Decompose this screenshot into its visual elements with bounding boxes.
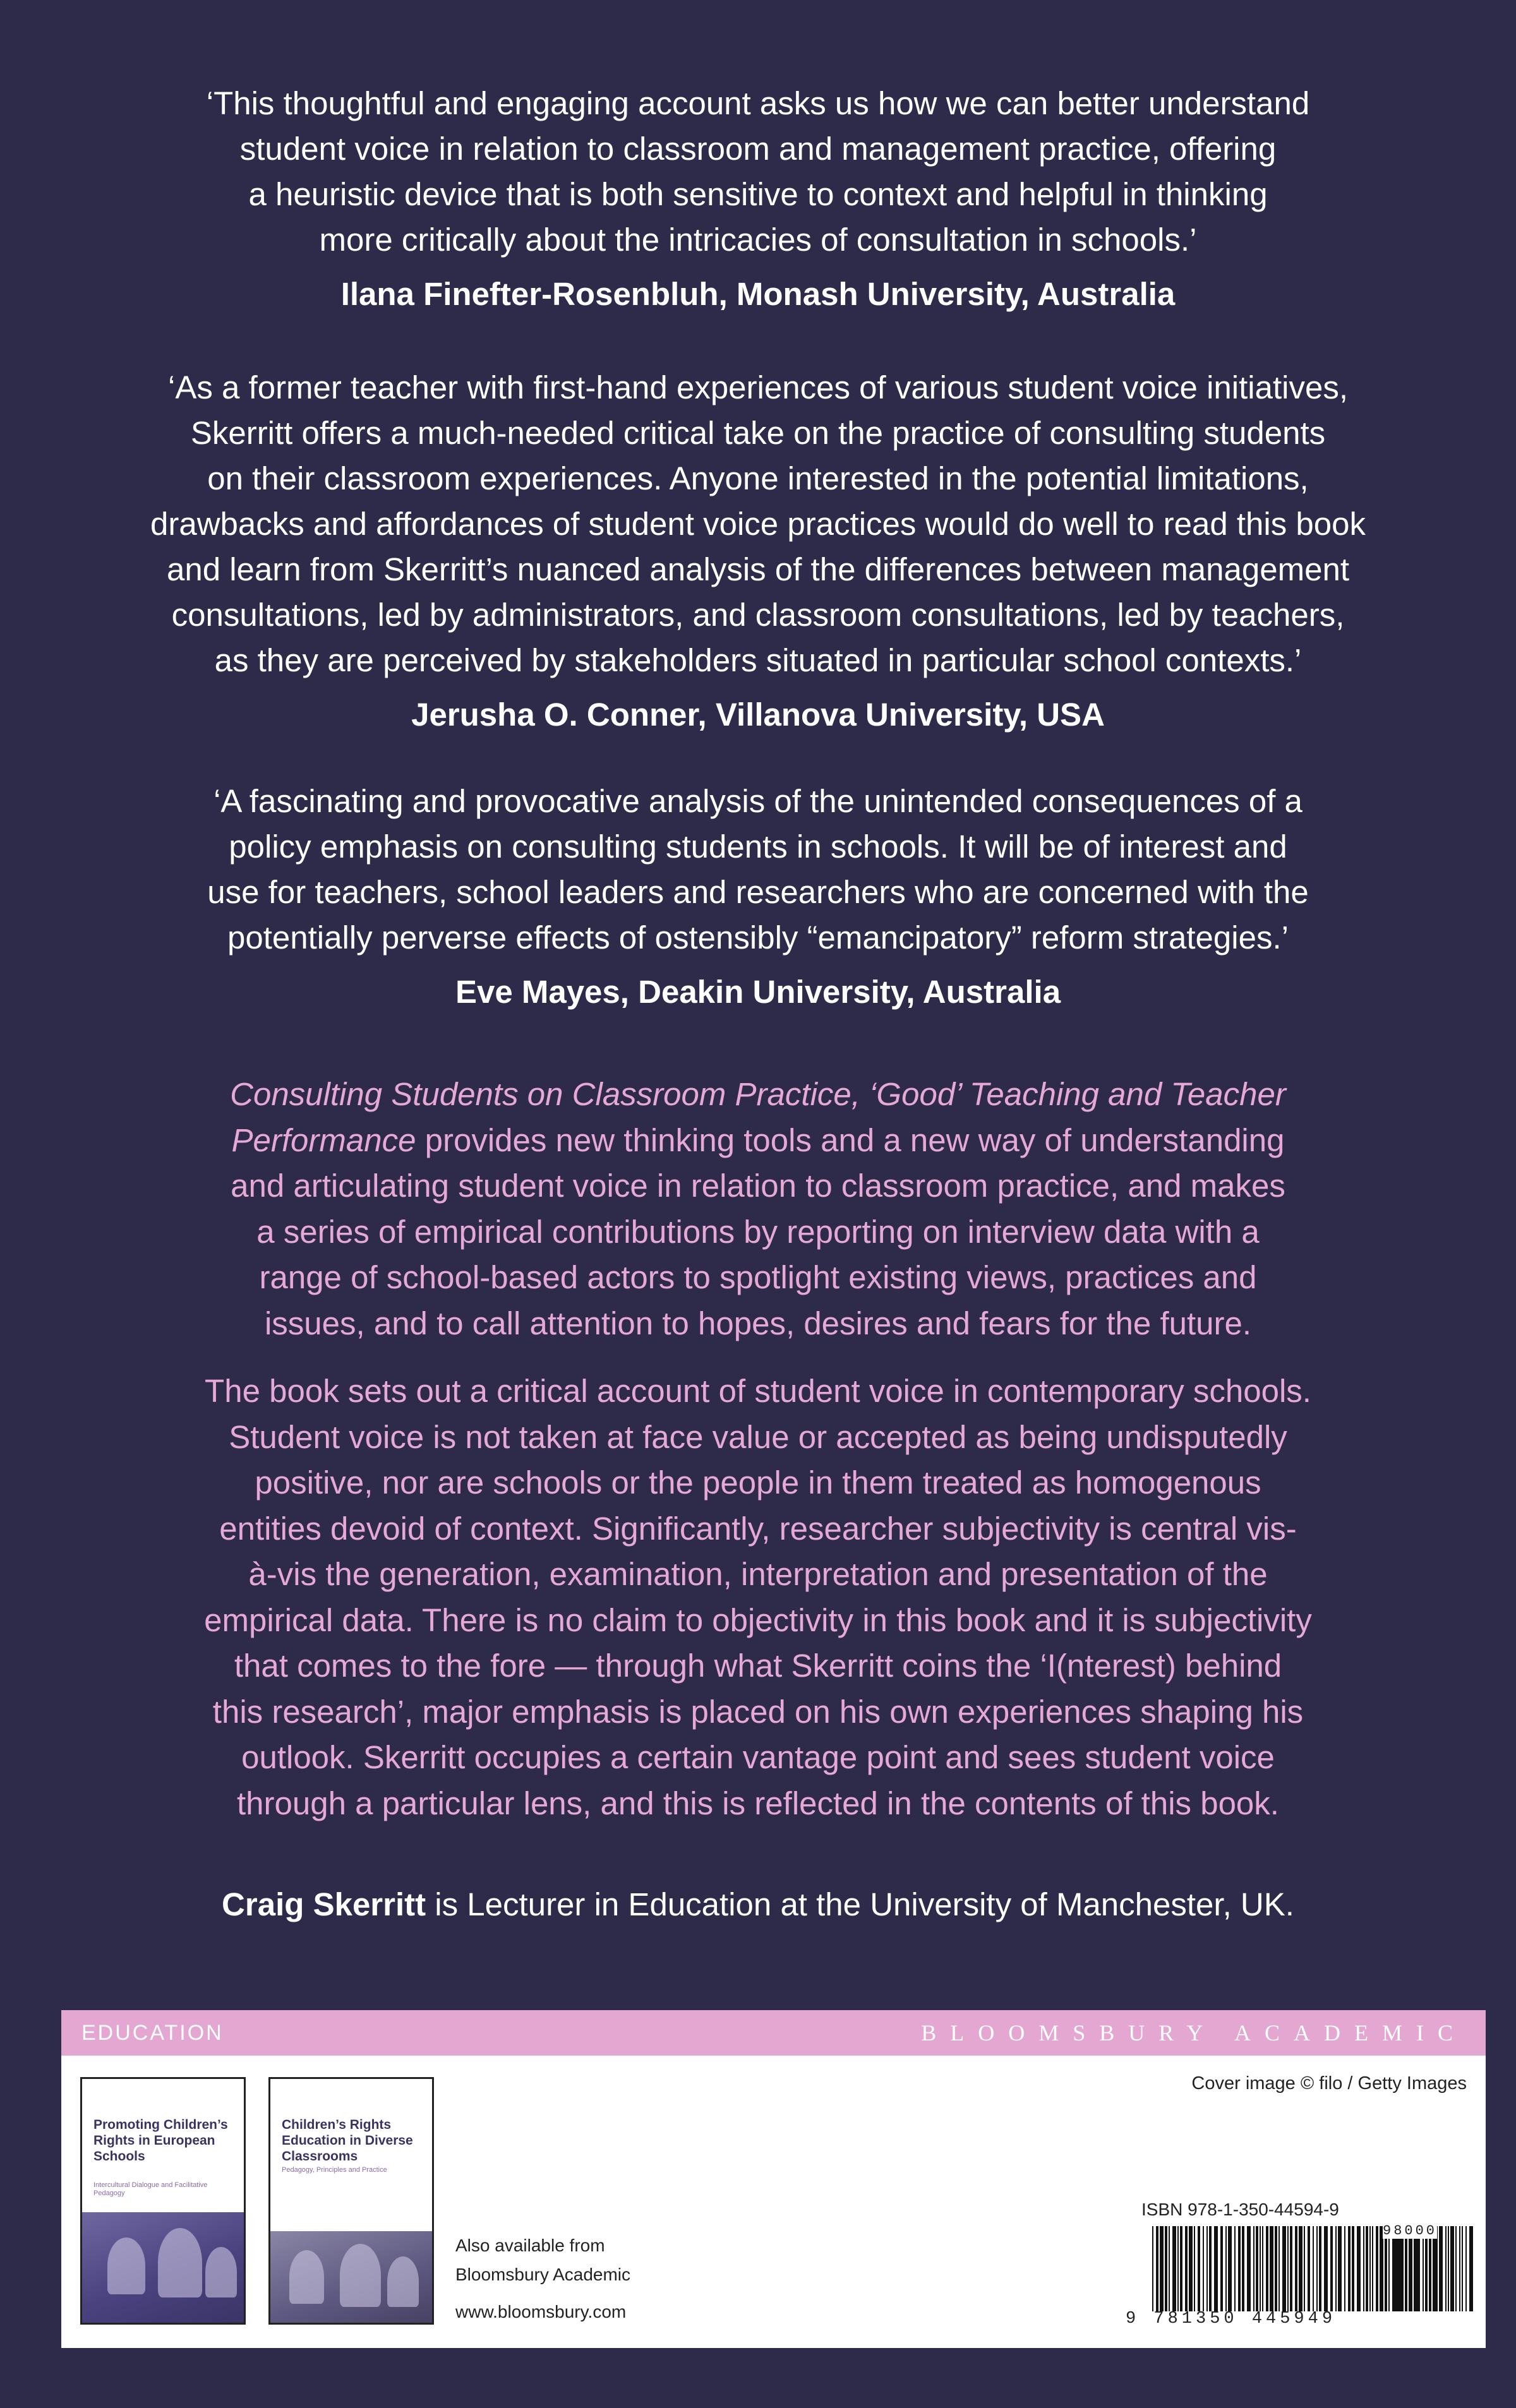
barcode-bar <box>1185 2226 1188 2311</box>
barcode-bar <box>1225 2226 1227 2311</box>
barcode-bar <box>1260 2226 1261 2311</box>
barcode-bar <box>1238 2226 1241 2311</box>
barcode-bar <box>1152 2226 1153 2311</box>
barcode-bar <box>1352 2226 1354 2311</box>
barcode-bar <box>1330 2226 1333 2311</box>
barcode-bar <box>1450 2226 1454 2311</box>
endorsement-3 <box>107 779 1409 1015</box>
barcode-bar <box>1348 2226 1351 2311</box>
barcode-bar <box>1441 2226 1443 2311</box>
barcode-bar <box>1366 2226 1368 2311</box>
barcode-bar <box>1439 2226 1440 2311</box>
barcode-bar <box>1448 2226 1449 2311</box>
endorsement-attribution: Jerusha O. Conner, Villanova University, USA <box>411 697 1105 733</box>
barcode-bar <box>1275 2226 1277 2311</box>
barcode-bar <box>1338 2226 1342 2311</box>
related-book-cover <box>268 2077 434 2325</box>
barcode-bar <box>1445 2226 1447 2311</box>
barcode-bar <box>1388 2226 1390 2311</box>
barcode-bar <box>1203 2226 1204 2311</box>
barcode-bar <box>1220 2226 1223 2311</box>
barcode-bar <box>1295 2226 1297 2311</box>
author-bio: Craig Skerritt is Lecturer in Education at the University of Manchester, UK. <box>222 1886 1294 1922</box>
barcode-bar <box>1324 2226 1328 2311</box>
barcode-bar <box>1423 2226 1424 2311</box>
barcode-bar <box>1369 2226 1371 2311</box>
barcode-bar <box>1380 2226 1383 2311</box>
price-code: 98000 <box>1383 2223 1438 2239</box>
barcode-bar <box>1459 2226 1460 2311</box>
barcode-bar <box>1270 2226 1273 2311</box>
barcode-bar <box>1234 2226 1236 2311</box>
barcode-bar <box>1299 2226 1302 2311</box>
barcode-bar <box>1198 2226 1200 2311</box>
barcode-bar <box>1242 2226 1244 2311</box>
barcode-bar <box>1344 2226 1345 2311</box>
barcode-bar <box>1180 2226 1182 2311</box>
barcode-bar <box>1172 2226 1176 2311</box>
barcode-bar <box>1465 2226 1467 2311</box>
endorsement-attribution: Eve Mayes, Deakin University, Australia <box>455 974 1061 1010</box>
barcode-bar <box>1304 2226 1305 2311</box>
endorsement-text: ‘This thoughtful and engaging account asks us how we can better understand student voice in relation to classroom and management practice, offering a heuristic device that is both sensitive to context and helpful in thinking more critically about the intricacies of consultation in schools.’ <box>206 85 1310 258</box>
cover-credit: Cover image © filo / Getty Images <box>1191 2073 1467 2094</box>
barcode-bar <box>1405 2226 1406 2311</box>
barcode-bar <box>1469 2226 1473 2311</box>
subject-label: EDUCATION <box>81 2021 224 2045</box>
barcode-bar <box>1287 2226 1289 2311</box>
barcode-bar <box>1266 2226 1268 2311</box>
barcode-bar <box>1160 2226 1164 2311</box>
barcode-bar <box>1313 2226 1314 2311</box>
barcode-bar <box>1177 2226 1179 2311</box>
endorsement-2 <box>107 365 1409 738</box>
barcode-bar <box>1392 2226 1393 2311</box>
barcode-bar <box>1455 2226 1457 2311</box>
publisher-logo: BLOOMSBURY ACADEMIC <box>921 2020 1467 2046</box>
barcode-bar <box>1433 2226 1436 2311</box>
barcode-bar <box>1206 2226 1208 2311</box>
barcode-bar <box>1316 2226 1318 2311</box>
related-book-title: Children’s Rights Education in Diverse Classrooms <box>282 2117 413 2164</box>
category-bar <box>61 2010 1486 2056</box>
barcode-bar <box>1372 2226 1373 2311</box>
endorsement-1 <box>107 81 1409 317</box>
barcode-bar <box>1156 2226 1158 2311</box>
cover-photo <box>82 2212 244 2323</box>
publisher-panel <box>61 2010 1486 2348</box>
barcode-bar <box>1376 2226 1378 2311</box>
barcode-bar <box>1253 2226 1254 2311</box>
endorsement-text: ‘As a former teacher with first-hand experiences of various student voice initiatives, Skerritt offers a much-needed critical take on the practice of consulting students on their classroom experiences. Anyone interested in the potential limitations, drawbacks and affordances of student voice practices would do well to read this book and learn from Skerritt’s nuanced analysis of the differences between management consultations, led by administrators, and classroom consultations, led by teachers, as they are perceived by stakeholders situated in particular school contexts.’ <box>150 369 1366 678</box>
barcode-bar <box>1308 2226 1310 2311</box>
barcode-bar <box>1419 2226 1420 2311</box>
barcode-bar <box>1462 2226 1463 2311</box>
barcode-bar <box>1396 2226 1400 2311</box>
barcode-bar <box>1409 2226 1410 2311</box>
barcode-bar <box>1357 2226 1361 2311</box>
barcode-bar <box>1214 2226 1218 2311</box>
also-available: Also available from Bloomsbury Academic <box>455 2236 631 2284</box>
barcode-bar <box>1425 2226 1426 2311</box>
related-book-title: Promoting Children’s Rights in European Schools <box>93 2117 228 2164</box>
barcode-bar <box>1169 2226 1170 2311</box>
endorsement-attribution: Ilana Finefter-Rosenbluh, Monash University, Australia <box>340 276 1176 312</box>
description-paragraph-2: The book sets out a critical account of student voice in contemporary schools. Student voice is not taken at face value or accepted as being undisputedly positive, nor are schools or the people in them treated as homogenous entities devoid of context. Significantly, researcher subjectivity is central vis- à-vis the generation, examination, interpretation and presentation of the empirical data. There is no claim to objectivity in this book and it is subjectivity that comes to the fore — through what Skerritt coins the ‘I(nterest) behind this research’, major emphasis is placed on his own experiences shaping his outlook. Skerritt occupies a certain vantage point and sees student voice through a particular lens, and this is reflected in the contents of this book. <box>204 1373 1312 1821</box>
price-barcode <box>1391 2226 1473 2311</box>
barcode-bar <box>1278 2226 1280 2311</box>
website-link[interactable]: www.bloomsbury.com <box>455 2302 627 2321</box>
barcode-bar <box>1363 2226 1364 2311</box>
barcode-bar <box>1402 2226 1404 2311</box>
barcode-bar <box>1228 2226 1232 2311</box>
related-book-subtitle: Intercultural Dialogue and Facilitative Pedagogy <box>93 2181 208 2197</box>
endorsement-text: ‘A fascinating and provocative analysis of the unintended consequences of a policy emphasis on consulting students in schools. It will be of interest and use for teachers, school leaders and researchers who are concerned with the potentially perverse effects of ostensibly “emancipatory” reform strategies.’ <box>207 783 1309 955</box>
barcode-bar <box>1194 2226 1195 2311</box>
barcode-bar <box>1335 2226 1337 2311</box>
barcode-bar <box>1411 2226 1412 2311</box>
barcode-bar <box>1282 2226 1286 2311</box>
barcode-bar <box>1414 2226 1417 2311</box>
description-paragraph-1: Consulting Students on Classroom Practice, ‘Good’ Teaching and Teacher Performance provides new thinking tools and a new way of understanding and articulating student voice in relation to classroom practice, and makes a series of empirical contributions by reporting on interview data with a range of school-based actors to spotlight existing views, practices and issues, and to call attention to hopes, desires and fears for the future. <box>230 1076 1286 1341</box>
related-book-subtitle: Pedagogy, Principles and Practice <box>282 2166 387 2174</box>
author-name: Craig Skerritt <box>222 1886 426 1922</box>
barcode-bar <box>1290 2226 1292 2311</box>
barcode-bar <box>1429 2226 1430 2311</box>
barcode-bar <box>1189 2226 1193 2311</box>
barcode-bar <box>1256 2226 1258 2311</box>
barcode-bar <box>1319 2226 1321 2311</box>
barcode-number: 9 781350 445949 <box>1126 2309 1337 2328</box>
barcode-bar <box>1247 2226 1251 2311</box>
barcode-bar <box>1209 2226 1212 2311</box>
isbn-label: ISBN 978-1-350-44594-9 <box>1141 2200 1339 2219</box>
cover-photo <box>270 2231 432 2323</box>
related-book-cover <box>80 2077 246 2325</box>
barcode-bar <box>1262 2226 1263 2311</box>
barcode-bar <box>1165 2226 1167 2311</box>
barcode-bar <box>1385 2226 1387 2311</box>
